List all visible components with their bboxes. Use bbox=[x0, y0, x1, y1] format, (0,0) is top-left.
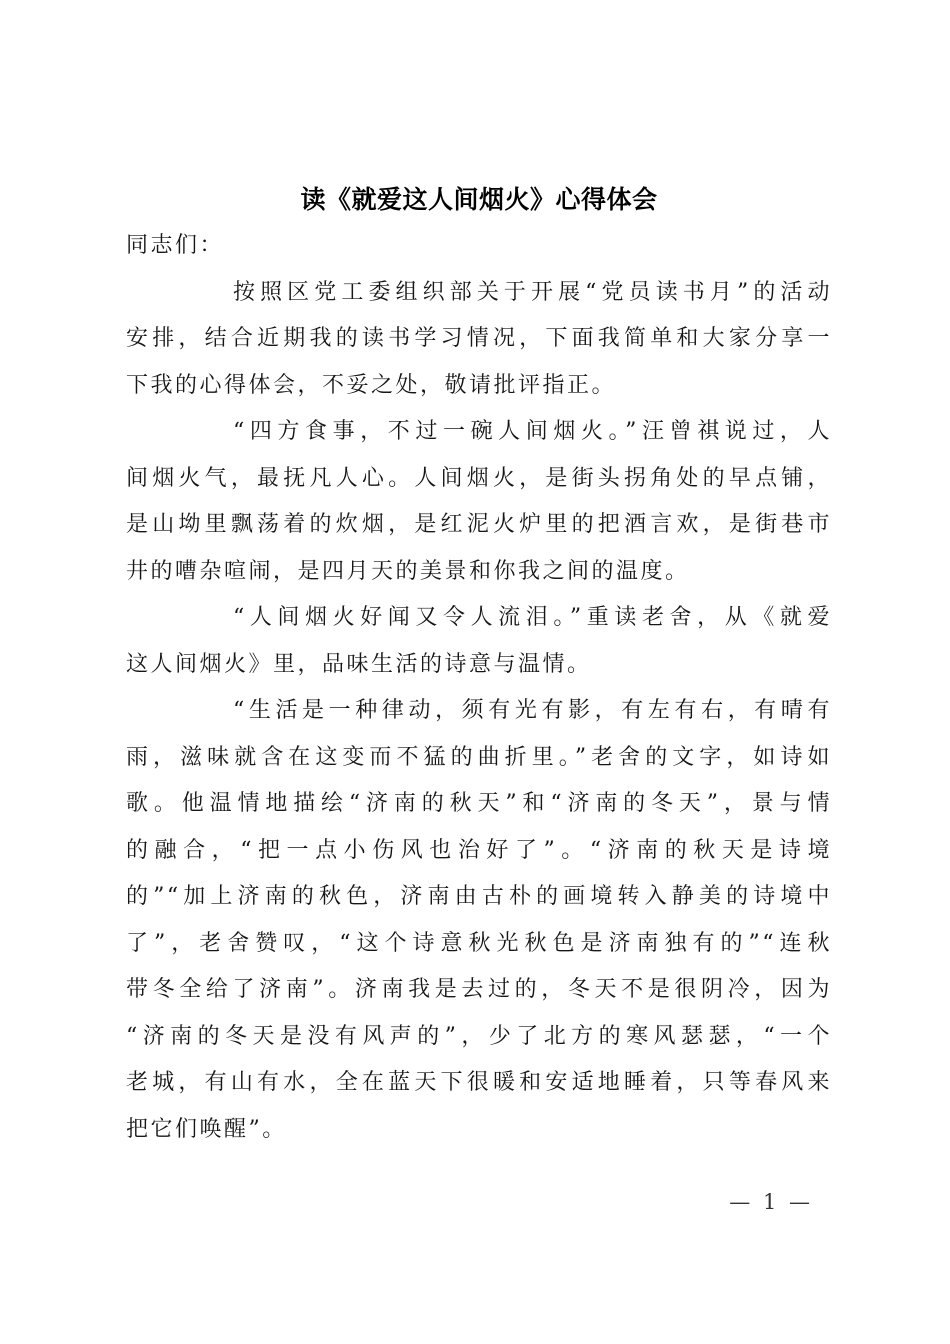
body-line: 把它们唤醒”。 bbox=[126, 1116, 287, 1142]
body-line: 这人间烟火》里，品味生活的诗意与温情。 bbox=[126, 651, 592, 677]
document-body bbox=[126, 223, 832, 1153]
page-number: — 1 — bbox=[729, 1190, 813, 1214]
body-line: “人间烟火好闻又令人流泪。”重读老舍，从《就爱 bbox=[233, 605, 832, 630]
body-line: 按照区党工委组织部关于开展“党员读书月”的活动 bbox=[233, 279, 832, 305]
body-line: 安排，结合近期我的读书学习情况，下面我简单和大家分享一 bbox=[126, 326, 832, 351]
body-line: 井的嘈杂喧闹，是四月天的美景和你我之间的温度。 bbox=[126, 558, 690, 584]
body-line: 的融合，“把一点小伤风也治好了”。“济南的秋天是诗境 bbox=[126, 837, 832, 863]
body-line: 雨，滋味就含在这变而不猛的曲折里。”老舍的文字，如诗如 bbox=[126, 744, 832, 770]
body-line: “四方食事，不过一碗人间烟火。”汪曾祺说过，人 bbox=[233, 419, 832, 444]
body-line: 老城，有山有水，全在蓝天下很暖和安适地睡着，只等春风来 bbox=[126, 1070, 832, 1095]
body-line: 了”，老舍赞叹，“这个诗意秋光秋色是济南独有的”“连秋 bbox=[126, 930, 832, 956]
salutation: 同志们： bbox=[126, 233, 225, 258]
document-title: 读《就爱这人间烟火》心得体会 bbox=[300, 185, 658, 214]
document-content bbox=[126, 183, 832, 1153]
body-line: 带冬全给了济南”。济南我是去过的，冬天不是很阴冷，因为 bbox=[126, 977, 832, 1002]
body-line: “济南的冬天是没有风声的”，少了北方的寒风瑟瑟，“一个 bbox=[126, 1023, 832, 1049]
body-line: 间烟火气，最抚凡人心。人间烟火，是街头拐角处的早点铺， bbox=[126, 465, 832, 491]
body-line: 是山坳里飘荡着的炊烟，是红泥火炉里的把酒言欢，是街巷市 bbox=[126, 512, 832, 537]
body-line: 歌。他温情地描绘“济南的秋天”和“济南的冬天”，景与情 bbox=[126, 791, 832, 816]
body-line: 下我的心得体会，不妥之处，敬请批评指正。 bbox=[126, 372, 617, 398]
body-line: 的”“加上济南的秋色，济南由古朴的画境转入静美的诗境中 bbox=[126, 884, 832, 909]
body-line: “生活是一种律动，须有光有影，有左有右，有晴有 bbox=[233, 698, 832, 723]
